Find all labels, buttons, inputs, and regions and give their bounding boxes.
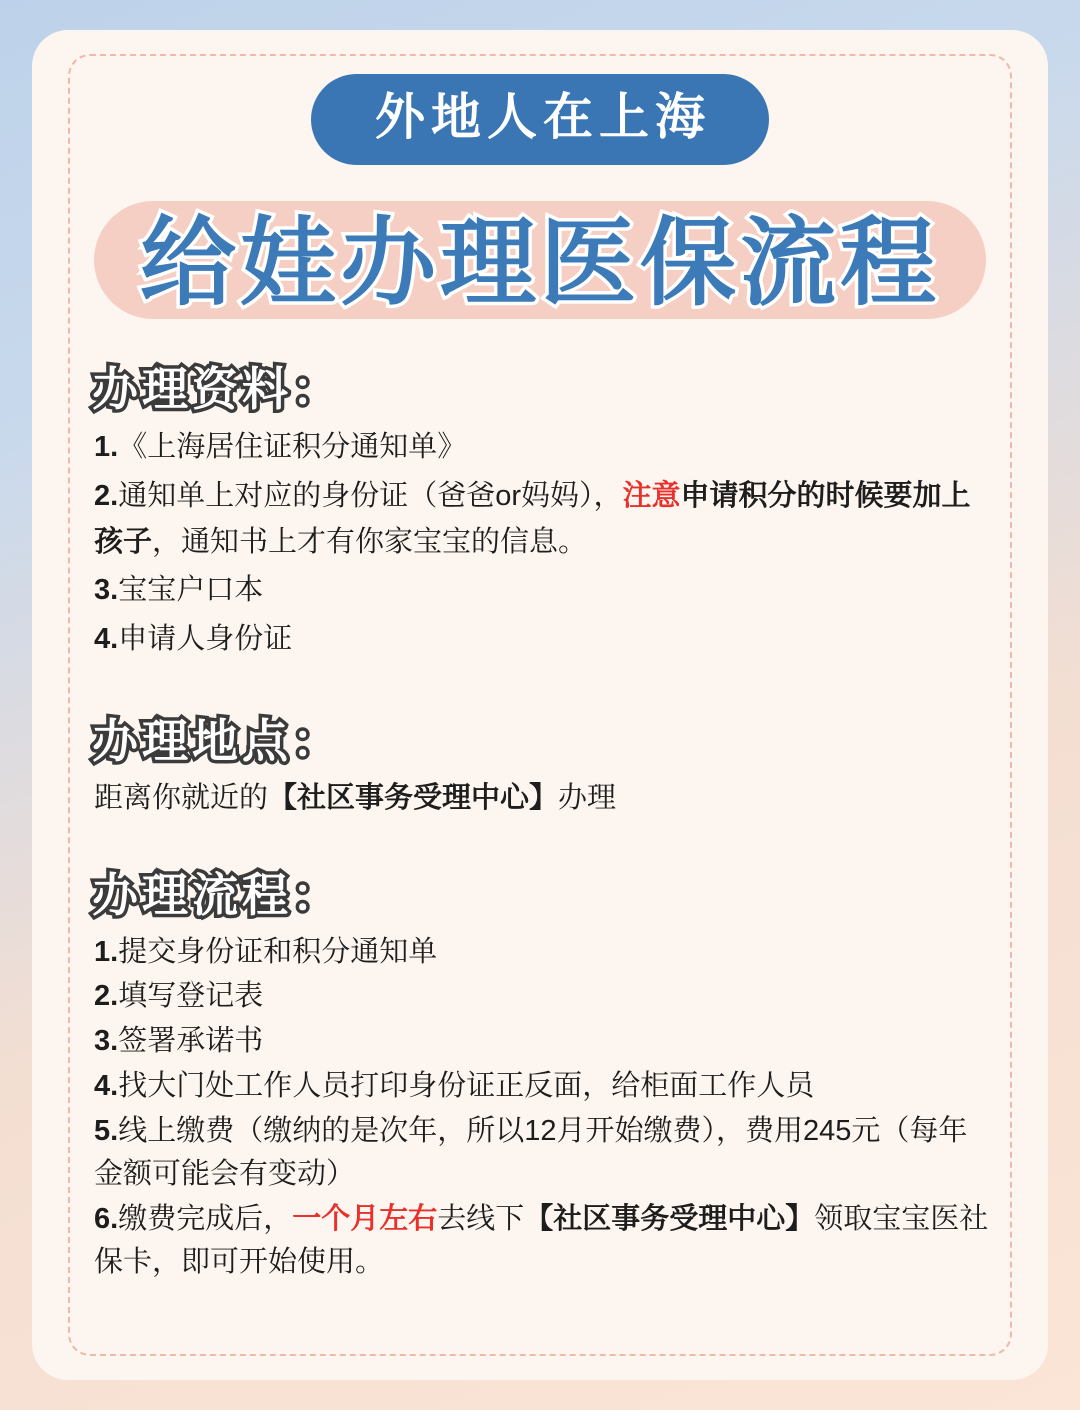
list-item xyxy=(94,425,994,471)
list-item-index: 3. xyxy=(94,1025,119,1058)
body-text: 缴费完成后， xyxy=(118,1203,293,1235)
list-item xyxy=(94,617,994,663)
body-text: 通知单上对应的身份证（爸爸or妈妈）， xyxy=(118,479,623,512)
title-container xyxy=(86,179,994,339)
section-heading-location: 办理地点： xyxy=(92,715,342,768)
body-text: 提交身份证和积分通知单 xyxy=(118,935,438,968)
body-text: 宝宝户口本 xyxy=(118,574,264,607)
list-item xyxy=(94,931,994,974)
emphasis-bold-text: 申请积分的时候要加上孩子 xyxy=(94,479,971,558)
list-item-index: 6. xyxy=(94,1203,119,1235)
list-item-index: 4. xyxy=(94,623,119,656)
emphasis-bold-text: 【社区事务受理中心】 xyxy=(268,782,559,815)
body-text: 找大门处工作人员打印身份证正反面，给柜面工作人员 xyxy=(118,1070,815,1103)
body-text: 申请人身份证 xyxy=(118,623,293,656)
materials-list xyxy=(86,425,994,663)
body-text: 线上缴费（缴纳的是次年，所以12月开始缴费），费用245元（每年金额可能会有变动） xyxy=(94,1115,968,1191)
list-item-index: 1. xyxy=(94,935,119,968)
emphasis-red-text: 注意 xyxy=(622,479,681,512)
list-item-index: 4. xyxy=(94,1070,119,1103)
list-item xyxy=(94,1110,994,1196)
list-item-index: 2. xyxy=(94,980,119,1013)
section-heading-materials: 办理资料： xyxy=(92,363,342,415)
list-item xyxy=(94,474,994,566)
list-item xyxy=(94,1198,994,1284)
body-text: 领取宝宝医社保卡，即可开始使用。 xyxy=(94,1203,989,1278)
body-text: 去线下 xyxy=(437,1203,525,1235)
body-text: 办理 xyxy=(558,782,617,815)
poster-content xyxy=(32,30,1048,1380)
list-item xyxy=(94,1020,994,1063)
emphasis-bold-text: 【社区事务受理中心】 xyxy=(524,1203,815,1235)
badge-container xyxy=(86,74,994,165)
body-text: ，通知书上才有你家宝宝的信息。 xyxy=(152,525,588,558)
location-line xyxy=(86,777,994,821)
list-item-index: 1. xyxy=(94,431,119,463)
body-text: 签署承诺书 xyxy=(118,1025,264,1058)
body-text: 填写登记表 xyxy=(118,980,264,1013)
list-item-index: 2. xyxy=(94,479,119,512)
list-item-index: 5. xyxy=(94,1115,119,1148)
list-item xyxy=(94,1065,994,1108)
poster-card xyxy=(32,30,1048,1380)
body-text: 距离你就近的 xyxy=(94,782,269,815)
list-item xyxy=(94,975,994,1018)
header-badge: 外地人在上海 xyxy=(311,74,769,165)
list-item-index: 3. xyxy=(94,574,119,607)
page-title: 给娃办理医保流程 xyxy=(140,210,940,317)
emphasis-red-text: 一个月左右 xyxy=(292,1203,438,1235)
process-list xyxy=(86,931,994,1284)
section-heading-process: 办理流程： xyxy=(92,868,342,921)
body-text: 《上海居住证积分通知单》 xyxy=(118,431,467,463)
list-item xyxy=(94,568,994,614)
